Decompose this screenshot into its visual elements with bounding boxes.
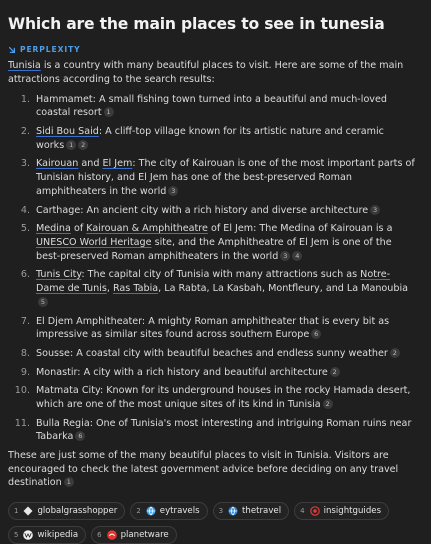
source-name: PERPLEXITY bbox=[20, 45, 81, 54]
target-icon bbox=[310, 506, 320, 516]
item-text: Sousse: A coastal city with beautiful beaches and endless sunny weather bbox=[36, 347, 388, 359]
globe-icon bbox=[146, 506, 156, 516]
entity-link[interactable]: Medina bbox=[36, 223, 71, 235]
list-item bbox=[8, 125, 423, 153]
intro-text: is a country with many beautiful places to visit. Here are some of the main attractions according to the search results: bbox=[8, 60, 404, 85]
list-item-text bbox=[36, 315, 423, 343]
source-chip[interactable] bbox=[8, 502, 125, 520]
source-name: eytravels bbox=[159, 506, 200, 517]
source-name: globalgrasshopper bbox=[37, 506, 118, 517]
citation-badge[interactable]: 2 bbox=[390, 348, 400, 358]
intro-paragraph bbox=[8, 59, 423, 87]
entity-link[interactable]: UNESCO World Heritage bbox=[36, 236, 152, 248]
source-chip[interactable] bbox=[8, 526, 86, 544]
list-number: 8. bbox=[20, 347, 30, 359]
item-text: : A cliff-top village known for its artistic nature and ceramic works bbox=[36, 125, 384, 151]
source-number: 4 bbox=[300, 507, 305, 516]
citation-badge[interactable]: 2 bbox=[330, 367, 340, 377]
citation-badge[interactable]: 1 bbox=[66, 140, 76, 150]
source-chip[interactable] bbox=[130, 502, 207, 520]
item-text: Carthage: An ancient city with a rich history and diverse architecture bbox=[36, 204, 369, 216]
source-name: thetravel bbox=[242, 506, 282, 517]
item-text: of El Jem: The Medina of Kairouan is a bbox=[207, 223, 393, 235]
list-number: 3. bbox=[20, 158, 30, 170]
wikipedia-icon bbox=[23, 530, 33, 540]
item-text: : The city of Kairouan is one of the most important parts of Tunisian history, and El Jem has one of the best-preserved Roman amphitheaters in the world bbox=[36, 158, 415, 197]
citation-badge[interactable]: 5 bbox=[38, 297, 48, 307]
entity-link[interactable]: Kairouan bbox=[36, 158, 79, 170]
list-item-text bbox=[36, 204, 423, 218]
citation-badge[interactable]: 1 bbox=[64, 477, 74, 487]
planetware-icon bbox=[107, 530, 117, 540]
source-number: 3 bbox=[218, 507, 224, 516]
list-number: 5. bbox=[20, 223, 30, 235]
outro-text: These are just some of the many beautiful places to visit in Tunisia. Visitors are encouraged to check the latest government advice before deciding on any travel destination bbox=[8, 449, 399, 489]
page-title: Which are the main places to see in tunesia bbox=[8, 15, 385, 33]
list-item bbox=[8, 268, 423, 309]
source-number: 5 bbox=[14, 531, 19, 540]
source-number: 6 bbox=[97, 531, 102, 540]
list-item-text bbox=[36, 417, 423, 445]
list-item-text bbox=[36, 347, 423, 361]
entity-link[interactable]: Ras Tabia bbox=[112, 283, 159, 295]
list-item bbox=[8, 204, 423, 218]
item-text: : The capital city of Tunisia with many attractions such as bbox=[81, 269, 361, 281]
citation-badge[interactable]: 3 bbox=[168, 186, 178, 196]
list-number: 9. bbox=[20, 366, 30, 378]
list-item-text bbox=[36, 384, 423, 412]
list-number: 10. bbox=[14, 385, 30, 397]
list-number: 7. bbox=[20, 315, 30, 327]
item-text: Matmata City: Known for its underground houses in the rocky Hamada desert, which are one of the most unique sites of its kind in Tunisia bbox=[36, 385, 411, 410]
sources-row bbox=[8, 502, 423, 544]
entity-link[interactable]: Notre-Dame de Tunis bbox=[36, 269, 391, 295]
list-item-text bbox=[36, 125, 423, 153]
item-text: of bbox=[70, 223, 87, 235]
citation-badge[interactable]: 2 bbox=[78, 140, 88, 150]
source-chip[interactable] bbox=[294, 502, 389, 520]
compass-icon bbox=[228, 506, 238, 516]
list-item bbox=[8, 157, 423, 198]
source-name: planetware bbox=[120, 530, 169, 541]
citation-badge[interactable]: 2 bbox=[323, 399, 333, 409]
entity-link[interactable]: El Jem bbox=[102, 158, 133, 170]
list-item bbox=[8, 366, 423, 380]
source-number: 1 bbox=[14, 507, 19, 516]
item-text: and bbox=[78, 158, 103, 170]
attractions-list bbox=[8, 93, 423, 445]
list-number: 2. bbox=[20, 125, 30, 137]
item-text: El Djem Amphitheater: A mighty Roman amphitheater that is every bit as impressive as similar sites found across southern Europe bbox=[36, 315, 390, 341]
source-chip[interactable] bbox=[213, 502, 290, 520]
list-item bbox=[8, 347, 423, 361]
item-text: site, and the Amphitheatre of El Jem is one of the best-preserved Roman amphitheaters in the world bbox=[36, 236, 392, 262]
list-item-text bbox=[36, 268, 423, 309]
item-text: , bbox=[106, 283, 113, 295]
item-text: Monastir: A city with a rich history and beautiful architecture bbox=[36, 366, 328, 378]
outro-paragraph bbox=[8, 449, 423, 490]
citation-badge[interactable]: 6 bbox=[311, 329, 321, 339]
item-text: , La Rabta, La Kasbah, Montfleury, and La Manoubia bbox=[158, 283, 409, 295]
source-name: wikipedia bbox=[37, 530, 79, 541]
item-text: Bulla Regia: One of Tunisia's most interesting and intriguing Roman ruins near Tabarka bbox=[36, 417, 412, 443]
diamond-icon bbox=[23, 506, 33, 516]
citation-badge[interactable]: 3 bbox=[370, 205, 380, 215]
citation-badge[interactable]: 1 bbox=[104, 107, 114, 117]
citation-badge[interactable]: 6 bbox=[75, 431, 85, 441]
list-item-text bbox=[36, 222, 423, 263]
list-number: 1. bbox=[20, 93, 30, 105]
list-item bbox=[8, 417, 423, 445]
list-item-text bbox=[36, 157, 423, 198]
entity-link[interactable]: Tunis City bbox=[36, 269, 82, 281]
list-number: 6. bbox=[20, 269, 30, 281]
list-item-text bbox=[36, 366, 423, 380]
entity-link[interactable]: Sidi Bou Said bbox=[36, 125, 99, 137]
list-item bbox=[8, 93, 423, 121]
entity-link[interactable]: Kairouan & Amphitheatre bbox=[86, 223, 208, 235]
list-item-text bbox=[36, 93, 423, 121]
item-text: Hammamet: A small fishing town turned into a beautiful and much-loved coastal resort bbox=[36, 93, 387, 119]
list-item bbox=[8, 384, 423, 412]
list-item bbox=[8, 315, 423, 343]
list-number: 4. bbox=[20, 204, 30, 216]
citation-badge[interactable]: 4 bbox=[292, 251, 302, 261]
source-number: 2 bbox=[136, 507, 141, 516]
source-chip[interactable] bbox=[91, 526, 177, 544]
list-number: 11. bbox=[14, 417, 30, 429]
tunisia-link[interactable]: Tunisia bbox=[8, 60, 41, 71]
arrow-down-right-icon bbox=[8, 46, 16, 54]
citation-badge[interactable]: 3 bbox=[280, 251, 290, 261]
source-label bbox=[8, 45, 423, 54]
source-name: insightguides bbox=[323, 506, 382, 517]
list-item bbox=[8, 222, 423, 263]
